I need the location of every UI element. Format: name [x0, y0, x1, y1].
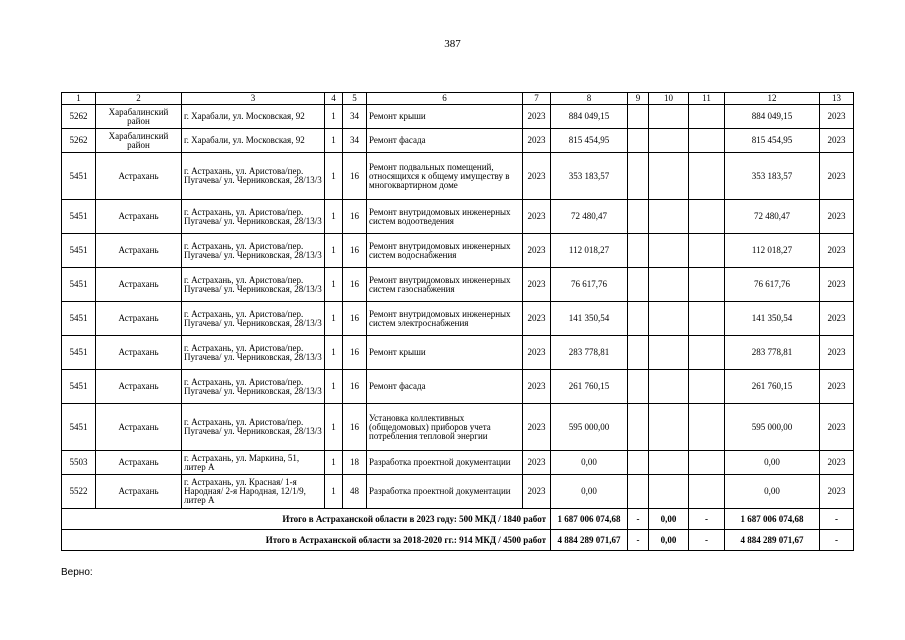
header-cell: 9	[628, 93, 649, 105]
table-row	[62, 268, 854, 302]
table-row	[62, 105, 854, 129]
work-type-cell: Установка коллективных (общедомовых) приборов учета потребления тепловой энергии	[367, 404, 523, 451]
cost-cell: 283 778,81	[551, 336, 628, 370]
total-row	[62, 530, 854, 551]
footer-note: Верно:	[61, 567, 93, 578]
district-cell: Астрахань	[96, 451, 182, 475]
col9-cell	[628, 451, 649, 475]
col5-cell: 16	[343, 153, 367, 200]
cost-cell: 141 350,54	[551, 302, 628, 336]
id-cell: 5503	[62, 451, 96, 475]
total-col11-cell: -	[689, 530, 725, 551]
cost-cell: 76 617,76	[551, 268, 628, 302]
total-col10-cell: 0,00	[649, 509, 689, 530]
work-type-cell: Ремонт крыши	[367, 336, 523, 370]
col10-cell	[649, 475, 689, 509]
col4-cell: 1	[325, 404, 343, 451]
header-cell: 4	[325, 93, 343, 105]
col5-cell: 16	[343, 302, 367, 336]
total-cost-cell: 283 778,81	[725, 336, 820, 370]
district-cell: Астрахань	[96, 153, 182, 200]
col11-cell	[689, 129, 725, 153]
district-cell: Астрахань	[96, 200, 182, 234]
year-cell: 2023	[523, 475, 551, 509]
total-cost-cell: 4 884 289 071,67	[551, 530, 628, 551]
col4-cell: 1	[325, 336, 343, 370]
id-cell: 5451	[62, 404, 96, 451]
col10-cell	[649, 129, 689, 153]
col10-cell	[649, 370, 689, 404]
year-end-cell: 2023	[820, 129, 854, 153]
col9-cell	[628, 475, 649, 509]
col4-cell: 1	[325, 200, 343, 234]
col9-cell	[628, 105, 649, 129]
col4-cell: 1	[325, 475, 343, 509]
col11-cell	[689, 302, 725, 336]
col10-cell	[649, 404, 689, 451]
address-cell: г. Астрахань, ул. Аристова/пер. Пугачева/ ул. Черниковская, 28/13/3	[182, 404, 325, 451]
col10-cell	[649, 302, 689, 336]
work-type-cell: Ремонт крыши	[367, 105, 523, 129]
col4-cell: 1	[325, 234, 343, 268]
work-type-cell: Ремонт внутридомовых инженерных систем газоснабжения	[367, 268, 523, 302]
total-label: Итого в Астраханской области в 2023 году: 500 МКД / 1840 работ	[62, 509, 551, 530]
year-end-cell: 2023	[820, 404, 854, 451]
col9-cell	[628, 200, 649, 234]
table-row	[62, 153, 854, 200]
district-cell: Астрахань	[96, 336, 182, 370]
district-cell: Харабалинский район	[96, 129, 182, 153]
col11-cell	[689, 268, 725, 302]
col9-cell	[628, 404, 649, 451]
col5-cell: 16	[343, 370, 367, 404]
total-cost-cell: 261 760,15	[725, 370, 820, 404]
col11-cell	[689, 105, 725, 129]
col5-cell: 48	[343, 475, 367, 509]
table-row	[62, 404, 854, 451]
col4-cell: 1	[325, 268, 343, 302]
col5-cell: 16	[343, 234, 367, 268]
year-cell: 2023	[523, 105, 551, 129]
cost-cell: 353 183,57	[551, 153, 628, 200]
col9-cell	[628, 129, 649, 153]
header-cell: 10	[649, 93, 689, 105]
col9-cell	[628, 234, 649, 268]
header-row	[62, 93, 854, 105]
table-body	[62, 93, 854, 551]
col11-cell	[689, 234, 725, 268]
id-cell: 5451	[62, 153, 96, 200]
address-cell: г. Харабали, ул. Московская, 92	[182, 105, 325, 129]
year-end-cell: 2023	[820, 105, 854, 129]
cost-cell: 261 760,15	[551, 370, 628, 404]
total-cost-cell: 0,00	[725, 451, 820, 475]
col10-cell	[649, 451, 689, 475]
address-cell: г. Астрахань, ул. Аристова/пер. Пугачева/ ул. Черниковская, 28/13/3	[182, 268, 325, 302]
total-label: Итого в Астраханской области за 2018-2020 гг.: 914 МКД / 4500 работ	[62, 530, 551, 551]
col10-cell	[649, 200, 689, 234]
district-cell: Астрахань	[96, 234, 182, 268]
id-cell: 5522	[62, 475, 96, 509]
col10-cell	[649, 268, 689, 302]
col11-cell	[689, 451, 725, 475]
year-end-cell: 2023	[820, 370, 854, 404]
col11-cell	[689, 200, 725, 234]
table-row	[62, 129, 854, 153]
col9-cell	[628, 153, 649, 200]
year-end-cell: 2023	[820, 200, 854, 234]
total-cost-cell: 884 049,15	[725, 105, 820, 129]
address-cell: г. Астрахань, ул. Аристова/пер. Пугачева/ ул. Черниковская, 28/13/3	[182, 200, 325, 234]
total-cost-cell: 72 480,47	[725, 200, 820, 234]
col5-cell: 16	[343, 404, 367, 451]
col5-cell: 16	[343, 336, 367, 370]
year-end-cell: 2023	[820, 302, 854, 336]
header-cell: 6	[367, 93, 523, 105]
district-cell: Астрахань	[96, 404, 182, 451]
year-end-cell: 2023	[820, 451, 854, 475]
col11-cell	[689, 370, 725, 404]
table-row	[62, 234, 854, 268]
id-cell: 5262	[62, 105, 96, 129]
district-cell: Астрахань	[96, 302, 182, 336]
table-row	[62, 451, 854, 475]
col11-cell	[689, 404, 725, 451]
work-type-cell: Ремонт подвальных помещений, относящихся к общему имуществу в многоквартирном доме	[367, 153, 523, 200]
table-row	[62, 302, 854, 336]
col9-cell	[628, 370, 649, 404]
year-cell: 2023	[523, 370, 551, 404]
col10-cell	[649, 105, 689, 129]
year-cell: 2023	[523, 451, 551, 475]
year-cell: 2023	[523, 336, 551, 370]
col11-cell	[689, 153, 725, 200]
total-cost-cell: 595 000,00	[725, 404, 820, 451]
year-cell: 2023	[523, 153, 551, 200]
total-cost-cell: 1 687 006 074,68	[551, 509, 628, 530]
total-cost-cell: 76 617,76	[725, 268, 820, 302]
col10-cell	[649, 336, 689, 370]
work-type-cell: Разработка проектной документации	[367, 475, 523, 509]
works-table	[61, 92, 854, 551]
total-total-cost-cell: 1 687 006 074,68	[725, 509, 820, 530]
col4-cell: 1	[325, 370, 343, 404]
address-cell: г. Астрахань, ул. Красная/ 1-я Народная/ 2-я Народная, 12/1/9, литер А	[182, 475, 325, 509]
cost-cell: 0,00	[551, 451, 628, 475]
address-cell: г. Астрахань, ул. Маркина, 51, литер А	[182, 451, 325, 475]
header-cell: 3	[182, 93, 325, 105]
header-cell: 5	[343, 93, 367, 105]
col5-cell: 16	[343, 268, 367, 302]
year-cell: 2023	[523, 302, 551, 336]
address-cell: г. Астрахань, ул. Аристова/пер. Пугачева/ ул. Черниковская, 28/13/3	[182, 336, 325, 370]
total-year-end-cell: -	[820, 530, 854, 551]
district-cell: Астрахань	[96, 370, 182, 404]
col11-cell	[689, 475, 725, 509]
cost-cell: 112 018,27	[551, 234, 628, 268]
table-row	[62, 336, 854, 370]
col4-cell: 1	[325, 451, 343, 475]
col5-cell: 16	[343, 200, 367, 234]
district-cell: Харабалинский район	[96, 105, 182, 129]
total-col9-cell: -	[628, 509, 649, 530]
address-cell: г. Астрахань, ул. Аристова/пер. Пугачева/ ул. Черниковская, 28/13/3	[182, 234, 325, 268]
cost-cell: 72 480,47	[551, 200, 628, 234]
col9-cell	[628, 302, 649, 336]
header-cell: 13	[820, 93, 854, 105]
total-cost-cell: 112 018,27	[725, 234, 820, 268]
total-total-cost-cell: 4 884 289 071,67	[725, 530, 820, 551]
col10-cell	[649, 153, 689, 200]
total-year-end-cell: -	[820, 509, 854, 530]
header-cell: 8	[551, 93, 628, 105]
header-cell: 1	[62, 93, 96, 105]
address-cell: г. Астрахань, ул. Аристова/пер. Пугачева/ ул. Черниковская, 28/13/3	[182, 302, 325, 336]
address-cell: г. Харабали, ул. Московская, 92	[182, 129, 325, 153]
work-type-cell: Ремонт внутридомовых инженерных систем водоснабжения	[367, 234, 523, 268]
cost-cell: 815 454,95	[551, 129, 628, 153]
total-cost-cell: 0,00	[725, 475, 820, 509]
work-type-cell: Ремонт фасада	[367, 370, 523, 404]
year-end-cell: 2023	[820, 268, 854, 302]
cost-cell: 0,00	[551, 475, 628, 509]
cost-cell: 884 049,15	[551, 105, 628, 129]
year-cell: 2023	[523, 200, 551, 234]
page-number: 387	[444, 38, 461, 50]
table-row	[62, 475, 854, 509]
year-cell: 2023	[523, 129, 551, 153]
total-cost-cell: 141 350,54	[725, 302, 820, 336]
total-col9-cell: -	[628, 530, 649, 551]
header-cell: 11	[689, 93, 725, 105]
work-type-cell: Ремонт фасада	[367, 129, 523, 153]
header-cell: 12	[725, 93, 820, 105]
district-cell: Астрахань	[96, 475, 182, 509]
header-cell: 7	[523, 93, 551, 105]
table-row	[62, 200, 854, 234]
table-row	[62, 370, 854, 404]
year-end-cell: 2023	[820, 475, 854, 509]
year-cell: 2023	[523, 268, 551, 302]
year-end-cell: 2023	[820, 234, 854, 268]
work-type-cell: Ремонт внутридомовых инженерных систем электроснабжения	[367, 302, 523, 336]
year-end-cell: 2023	[820, 153, 854, 200]
id-cell: 5451	[62, 234, 96, 268]
address-cell: г. Астрахань, ул. Аристова/пер. Пугачева/ ул. Черниковская, 28/13/3	[182, 153, 325, 200]
work-type-cell: Разработка проектной документации	[367, 451, 523, 475]
col4-cell: 1	[325, 105, 343, 129]
col9-cell	[628, 336, 649, 370]
total-col11-cell: -	[689, 509, 725, 530]
col11-cell	[689, 336, 725, 370]
total-col10-cell: 0,00	[649, 530, 689, 551]
district-cell: Астрахань	[96, 268, 182, 302]
col4-cell: 1	[325, 302, 343, 336]
work-type-cell: Ремонт внутридомовых инженерных систем водоотведения	[367, 200, 523, 234]
header-cell: 2	[96, 93, 182, 105]
col5-cell: 34	[343, 105, 367, 129]
col5-cell: 18	[343, 451, 367, 475]
id-cell: 5451	[62, 200, 96, 234]
col9-cell	[628, 268, 649, 302]
year-cell: 2023	[523, 234, 551, 268]
col4-cell: 1	[325, 153, 343, 200]
address-cell: г. Астрахань, ул. Аристова/пер. Пугачева/ ул. Черниковская, 28/13/3	[182, 370, 325, 404]
id-cell: 5451	[62, 302, 96, 336]
id-cell: 5451	[62, 370, 96, 404]
total-row	[62, 509, 854, 530]
col4-cell: 1	[325, 129, 343, 153]
year-cell: 2023	[523, 404, 551, 451]
id-cell: 5451	[62, 336, 96, 370]
id-cell: 5451	[62, 268, 96, 302]
id-cell: 5262	[62, 129, 96, 153]
col5-cell: 34	[343, 129, 367, 153]
total-cost-cell: 353 183,57	[725, 153, 820, 200]
cost-cell: 595 000,00	[551, 404, 628, 451]
year-end-cell: 2023	[820, 336, 854, 370]
total-cost-cell: 815 454,95	[725, 129, 820, 153]
col10-cell	[649, 234, 689, 268]
